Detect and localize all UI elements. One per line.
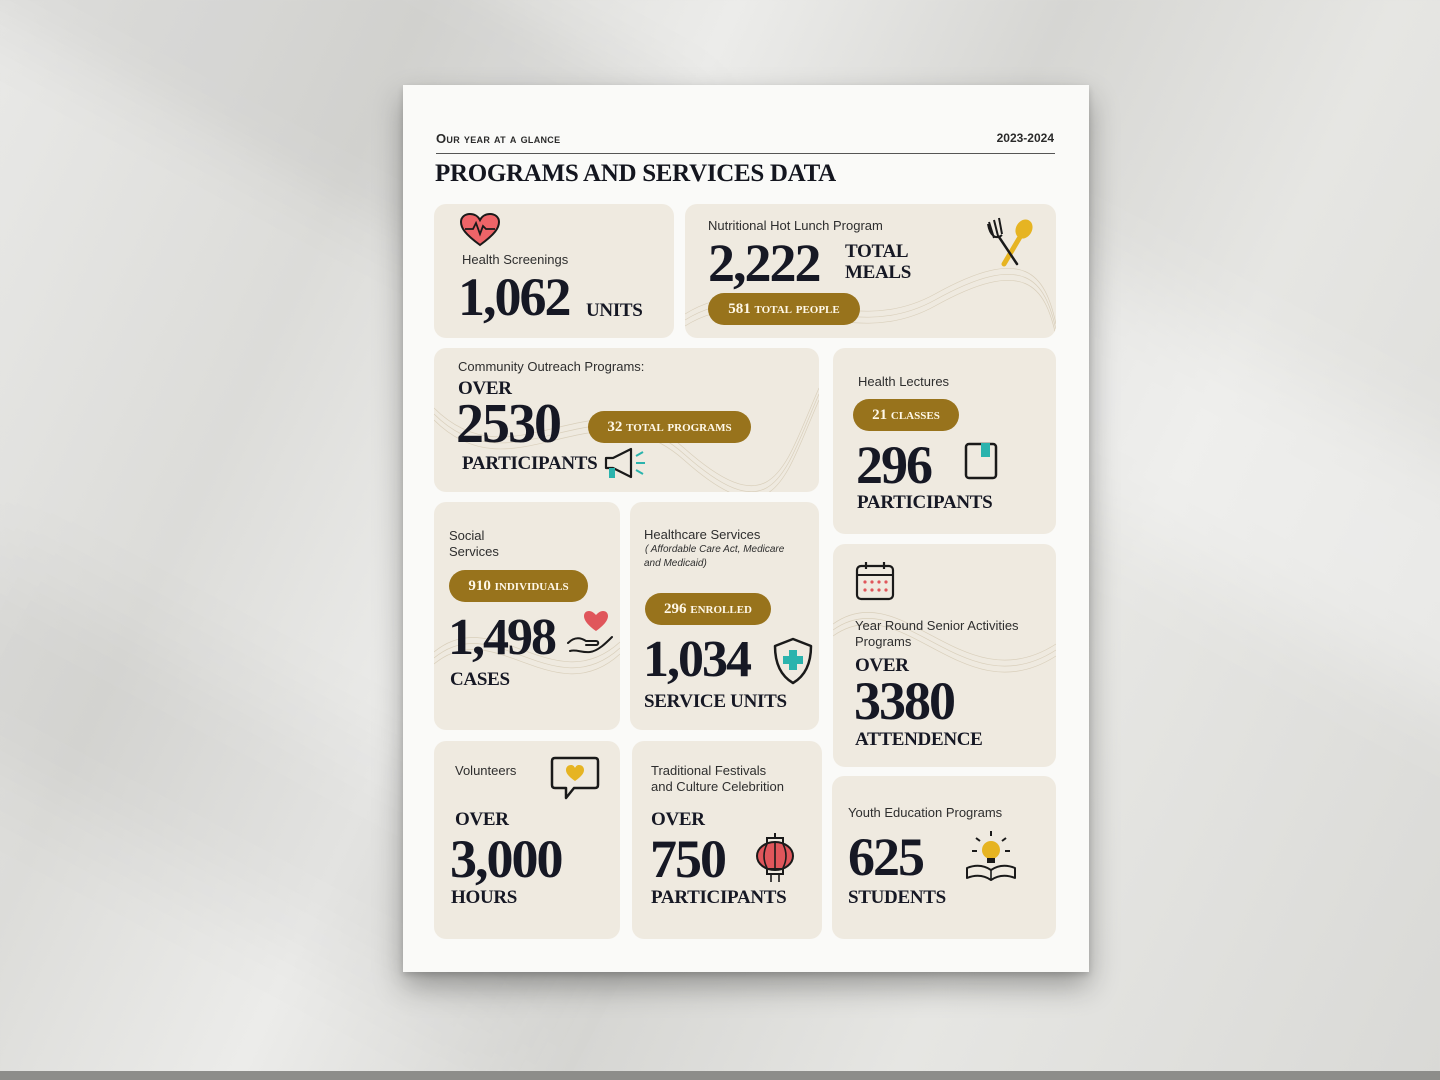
social-services-unit: CASES <box>450 669 510 690</box>
shield-plus-icon <box>771 636 815 691</box>
header-year: 2023-2024 <box>996 131 1054 145</box>
book-lightbulb-icon <box>963 828 1019 887</box>
festivals-value: 750 <box>650 829 725 889</box>
healthcare-services-value: 1,034 <box>643 631 750 688</box>
calendar-icon <box>854 560 896 607</box>
health-lectures-unit: PARTICIPANTS <box>857 492 993 513</box>
hot-lunch-unit-line2: MEALS <box>845 262 912 283</box>
fork-spoon-icon <box>984 216 1038 273</box>
festivals-label-line2: and Culture Celebrition <box>651 779 784 794</box>
social-services-value: 1,498 <box>448 609 555 666</box>
floor-edge <box>0 1071 1440 1080</box>
volunteers-prefix: OVER <box>455 809 509 830</box>
healthcare-services-note-line2: and Medicaid) <box>644 558 707 569</box>
community-outreach-label: Community Outreach Programs: <box>458 359 645 374</box>
community-outreach-prefix: OVER <box>458 378 512 399</box>
health-screenings-label: Health Screenings <box>462 252 569 267</box>
health-lectures-label: Health Lectures <box>858 374 950 389</box>
community-outreach-unit: PARTICIPANTS <box>462 453 598 474</box>
health-screenings-unit: UNITS <box>586 300 643 321</box>
festivals-unit: PARTICIPANTS <box>651 887 787 908</box>
social-services-label-line2: Services <box>449 544 499 559</box>
header-rule <box>436 153 1055 154</box>
health-lectures-pill: 21 classes <box>853 399 959 431</box>
megaphone-icon <box>603 446 649 485</box>
health-screenings-value: 1,062 <box>458 267 570 327</box>
social-services-label-line1: Social <box>449 528 485 543</box>
community-outreach-pill: 32 total programs <box>588 411 751 443</box>
header-kicker: Our year at a glance <box>436 131 561 146</box>
senior-activities-label-line2: Programs <box>855 634 912 649</box>
lantern-icon <box>753 832 797 889</box>
hand-heart-icon <box>566 609 614 662</box>
notebook-icon <box>963 441 999 486</box>
chat-heart-icon <box>550 755 600 806</box>
social-services-pill: 910 individuals <box>449 570 588 602</box>
youth-education-unit: STUDENTS <box>848 887 946 908</box>
senior-activities-value: 3380 <box>854 671 954 731</box>
youth-education-label: Youth Education Programs <box>848 805 1003 820</box>
festivals-prefix: OVER <box>651 809 705 830</box>
hot-lunch-label: Nutritional Hot Lunch Program <box>708 218 883 233</box>
volunteers-label: Volunteers <box>455 763 517 778</box>
volunteers-unit: HOURS <box>451 887 518 908</box>
healthcare-services-label: Healthcare Services <box>644 527 761 542</box>
healthcare-services-unit: SERVICE UNITS <box>644 691 787 712</box>
hot-lunch-pill: 581 total people <box>708 293 860 325</box>
senior-activities-label-line1: Year Round Senior Activities <box>855 618 1019 633</box>
youth-education-value: 625 <box>848 827 923 887</box>
senior-activities-prefix: OVER <box>855 655 909 676</box>
hot-lunch-value: 2,222 <box>708 233 820 293</box>
community-outreach-value: 2530 <box>456 393 560 455</box>
healthcare-services-note-line1: ( Affordable Care Act, Medicare <box>645 544 785 555</box>
senior-activities-unit: ATTENDENCE <box>855 729 983 750</box>
hot-lunch-unit-line1: TOTAL <box>845 241 909 262</box>
heart-pulse-icon <box>459 212 501 253</box>
health-lectures-value: 296 <box>856 435 931 495</box>
page-title: PROGRAMS AND SERVICES DATA <box>435 160 836 187</box>
festivals-label-line1: Traditional Festivals <box>651 763 767 778</box>
volunteers-value: 3,000 <box>450 829 562 889</box>
healthcare-services-pill: 296 enrolled <box>645 593 771 625</box>
